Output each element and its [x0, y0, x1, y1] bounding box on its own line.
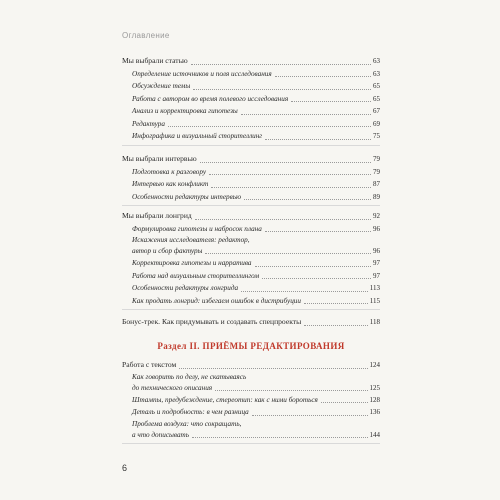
toc-subentry[interactable]: Работа с автором во время полевого исследования 65	[132, 94, 380, 103]
toc-entry-bonus[interactable]: Бонус-трек. Как придумывать и создавать спецпроекты 118	[122, 317, 380, 326]
part-heading: Раздел II. ПРИЁМЫ РЕДАКТИРОВАНИЯ	[157, 341, 345, 351]
toc-subentry[interactable]: Корректировка гипотезы и нарратива 97	[132, 259, 380, 267]
toc-subentry[interactable]: Искажения исследователя: редактор, автор и сбор фактуры 96	[132, 236, 380, 255]
toc-subentry[interactable]: Особенности редактуры лонгрида 113	[132, 284, 380, 292]
toc-subentry[interactable]: Работа над визуальным сторителлингом 97	[132, 271, 380, 280]
toc-subentry[interactable]: Штампы, предубеждение, стереотип: как с ними бороться 128	[132, 395, 380, 404]
toc-entry[interactable]: Работа с текстом 124	[122, 360, 380, 369]
running-head: Оглавление	[122, 31, 170, 40]
toc-subentry[interactable]: Интервью как конфликт 87	[132, 180, 380, 188]
toc-subentry[interactable]: Деталь и подробность: в чем разница 136	[132, 408, 380, 416]
toc-subentry[interactable]: Особенности редактуры интервью 89	[132, 192, 380, 201]
toc-subentry[interactable]: Инфографика и визуальный сторителлинг 75	[132, 132, 380, 140]
toc-subentry[interactable]: Как говорить по делу, не скатываясь до технического описания 125	[132, 372, 380, 392]
page-number: 6	[122, 463, 128, 473]
toc-subentry[interactable]: Проблема воздуха: что сокращать, а что дописывать 144	[132, 419, 380, 439]
toc-entry[interactable]: Мы выбрали лонгрид 92	[122, 211, 380, 220]
toc-group-longread	[122, 210, 380, 310]
toc-group-interview	[122, 153, 380, 206]
toc-subentry[interactable]: Определение источников и поля исследования 63	[132, 69, 380, 78]
toc-subentry[interactable]: Как продать лонгрид: избегаем ошибок в дистрибуции 115	[132, 296, 380, 305]
toc-group-article	[122, 55, 380, 146]
toc-group-bonus	[122, 316, 380, 329]
toc-group-text-work	[122, 359, 380, 444]
toc-entry[interactable]: Мы выбрали статью 63	[122, 56, 380, 65]
toc-subentry[interactable]: Формулировка гипотезы и набросок плана 96	[132, 224, 380, 233]
toc-subentry[interactable]: Подготовка к разговору 79	[132, 167, 380, 176]
toc-entry[interactable]: Мы выбрали интервью 79	[122, 154, 380, 163]
toc-subentry[interactable]: Редактура 69	[132, 119, 380, 128]
toc-subentry[interactable]: Анализ и корректировка гипотезы 67	[132, 107, 380, 115]
toc-subentry[interactable]: Обсуждение темы 65	[132, 82, 380, 90]
